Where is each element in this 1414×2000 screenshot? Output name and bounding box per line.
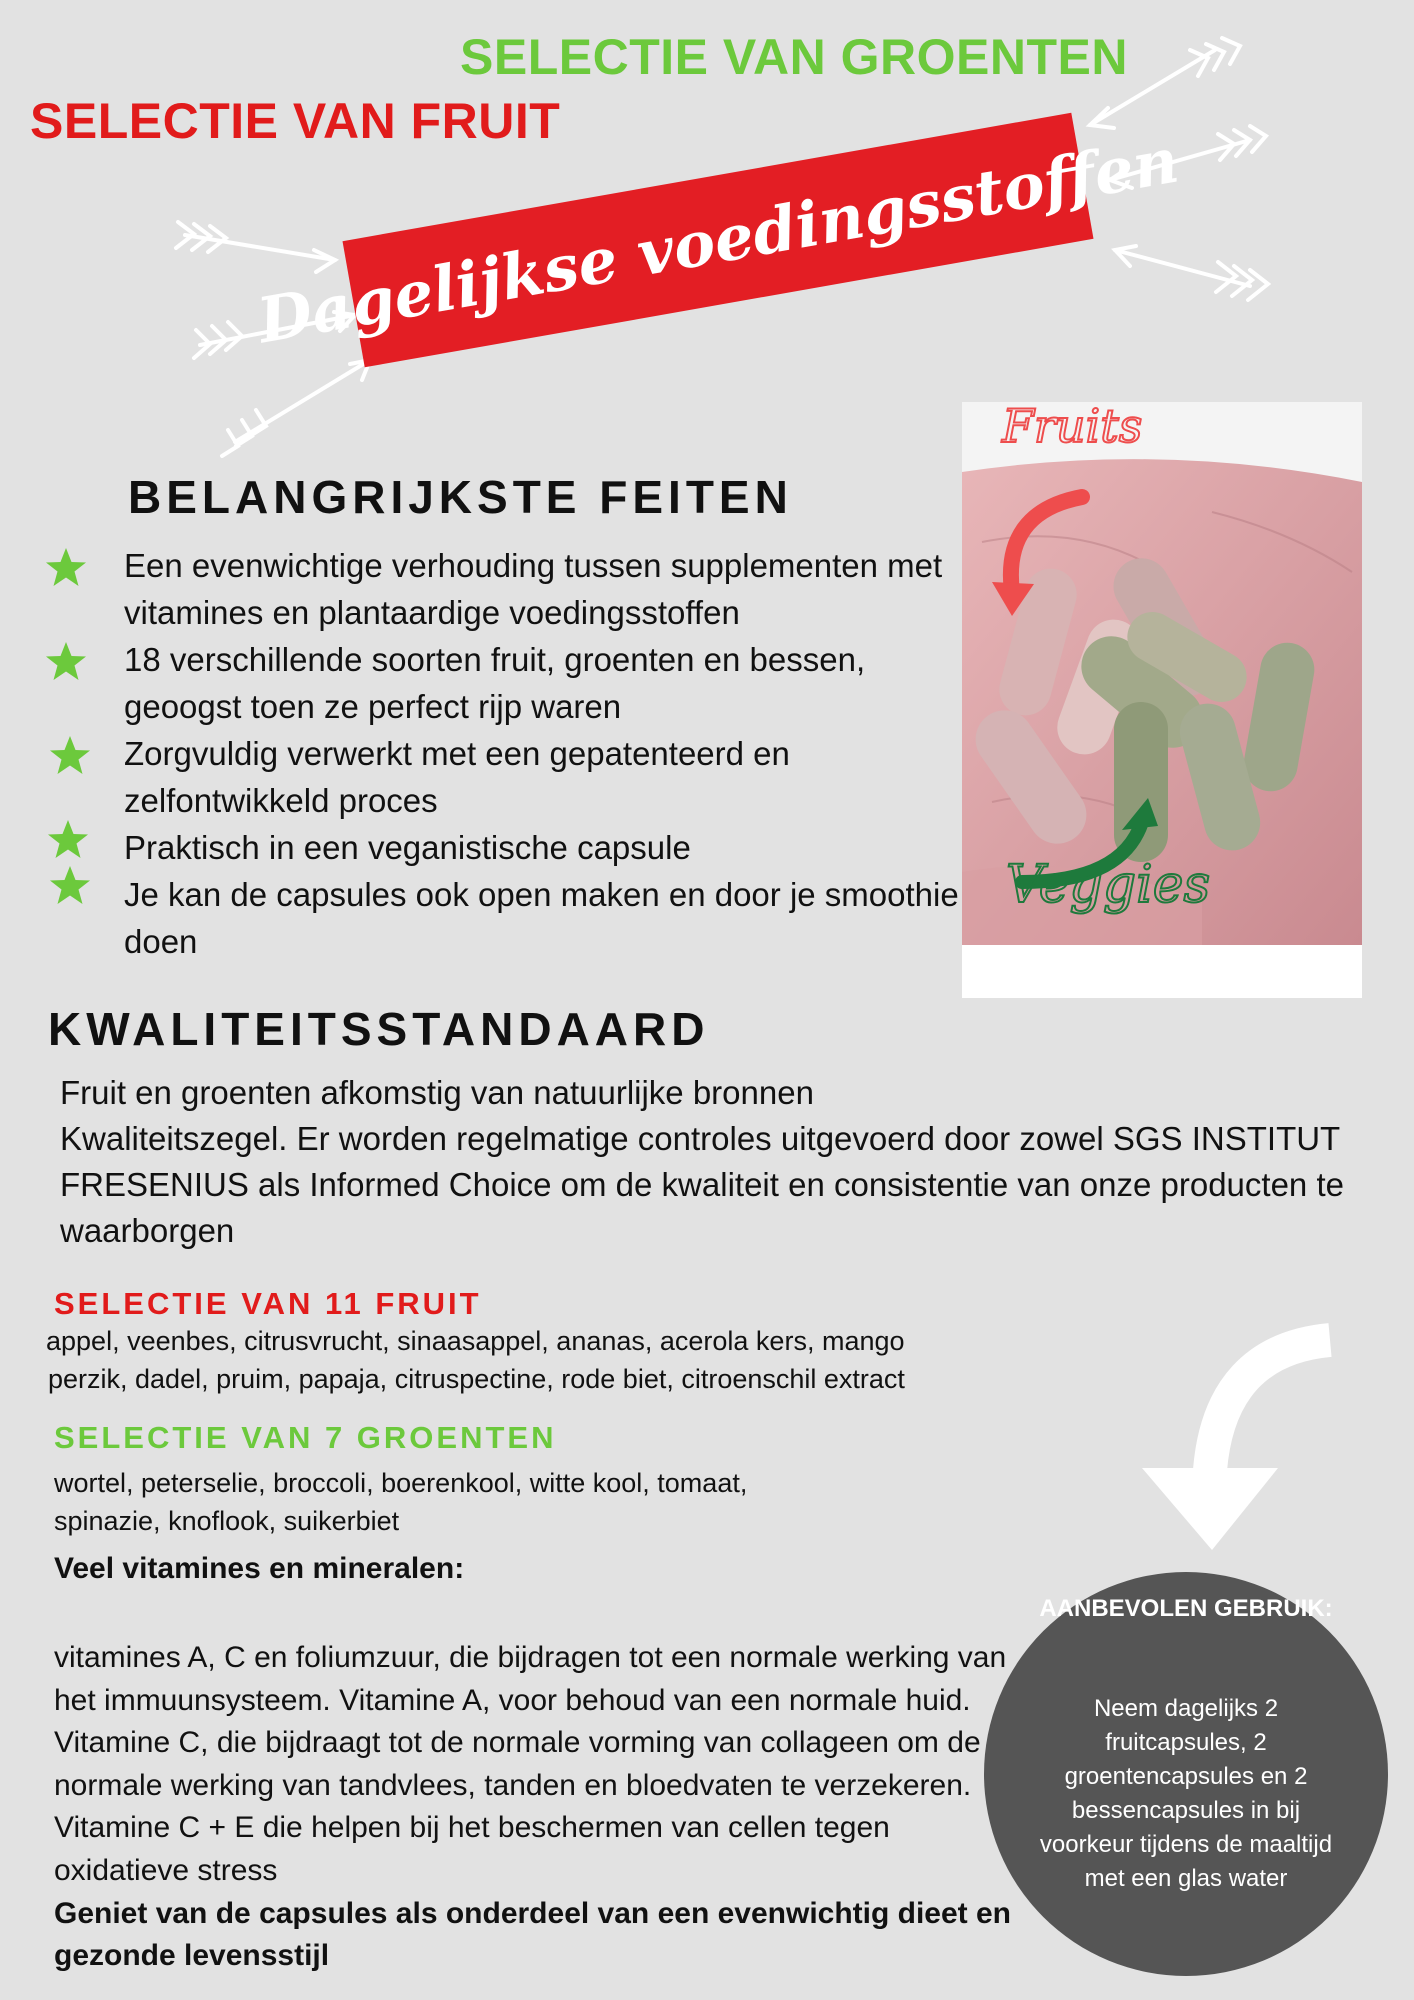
vegetable-list-line-1: wortel, peterselie, broccoli, boerenkool, witte kool, tomaat, <box>54 1468 748 1498</box>
arrow-icon <box>1115 246 1268 300</box>
fruits-label: Fruits <box>1002 402 1143 453</box>
arrow-icon <box>222 360 370 456</box>
quality-line-2: Kwaliteitszegel. Er worden regelmatige controles uitgevoerd door zowel SGS INSTITUT FRESENIUS als Informed Choice om de kwaliteit en consistentie van onze producten te waarborgen <box>60 1120 1344 1249</box>
star-icon <box>44 640 88 684</box>
star-icon <box>48 734 92 778</box>
quality-line-1: Fruit en groenten afkomstig van natuurlijke bronnen <box>60 1074 814 1111</box>
star-icon <box>46 818 90 862</box>
lifestyle-note: Geniet van de capsules als onderdeel van een evenwichtig dieet en gezonde levensstijl <box>54 1897 1012 1972</box>
key-facts-heading: BELANGRIJKSTE FEITEN <box>128 471 793 523</box>
arrow-icon <box>176 222 335 272</box>
quality-standard-heading: KWALITEITSSTANDAARD <box>48 1003 710 1055</box>
vitamins-text: vitamines A, C en foliumzuur, die bijdragen tot een normale werking van het immuunsysteem. Vitamine A, voor behoud van een normale huid. Vitamine C, die bijdraagt tot de normale vorming van collageen om de normale werking van tandvlees, tanden en bloedvaten te verzekeren. Vitamine C + E die helpen bij het beschermen van cellen tegen oxidatieve stress <box>54 1641 1007 1887</box>
fruit-heading: SELECTIE VAN FRUIT <box>30 93 561 149</box>
fact-item: Je kan de capsules ook open maken en door je smoothie doen <box>124 876 959 960</box>
fact-item: Zorgvuldig verwerkt met een gepatenteerd en zelfontwikkeld proces <box>124 735 790 819</box>
vitamins-heading: Veel vitamines en mineralen: <box>54 1552 465 1585</box>
capsules-photo <box>962 402 1362 945</box>
banner-text: Dagelijkse voedingsstoffen <box>252 123 1184 357</box>
vegetable-list-line-2: spinazie, knoflook, suikerbiet <box>54 1506 400 1536</box>
vegetables-heading: SELECTIE VAN GROENTEN <box>460 29 1128 85</box>
star-icon <box>48 864 92 908</box>
fruit-selection-heading: SELECTIE VAN 11 FRUIT <box>54 1286 482 1321</box>
star-icon <box>44 546 88 590</box>
fact-item: Praktisch in een veganistische capsule <box>124 829 691 866</box>
quality-standard-text <box>60 1070 1380 1254</box>
fact-item: Een evenwichtige verhouding tussen supplementen met vitamines en plantaardige voedingsstoffen <box>124 547 943 631</box>
arrow-icon <box>1090 38 1240 128</box>
vegetable-selection-heading: SELECTIE VAN 7 GROENTEN <box>54 1420 557 1455</box>
usage-text: Neem dagelijks 2 fruitcapsules, 2 groentencapsules en 2 bessencapsules in bij voorkeur tijdens de maaltijd met een glas water <box>1039 1695 1333 1892</box>
fact-item: 18 verschillende soorten fruit, groenten en bessen, geoogst toen ze perfect rijp waren <box>124 641 866 725</box>
usage-heading: AANBEVOLEN GEBRUIK: <box>1039 1595 1333 1622</box>
fruit-list-line-1: appel, veenbes, citrusvrucht, sinaasappel, ananas, acerola kers, mango <box>46 1326 905 1356</box>
curved-arrow-icon <box>1130 1320 1350 1560</box>
recommended-usage-badge <box>984 1572 1388 1976</box>
veggies-label: Veggies <box>1006 855 1211 915</box>
fruit-list-line-2: perzik, dadel, pruim, papaja, citruspectine, rode biet, citroenschil extract <box>48 1364 905 1394</box>
